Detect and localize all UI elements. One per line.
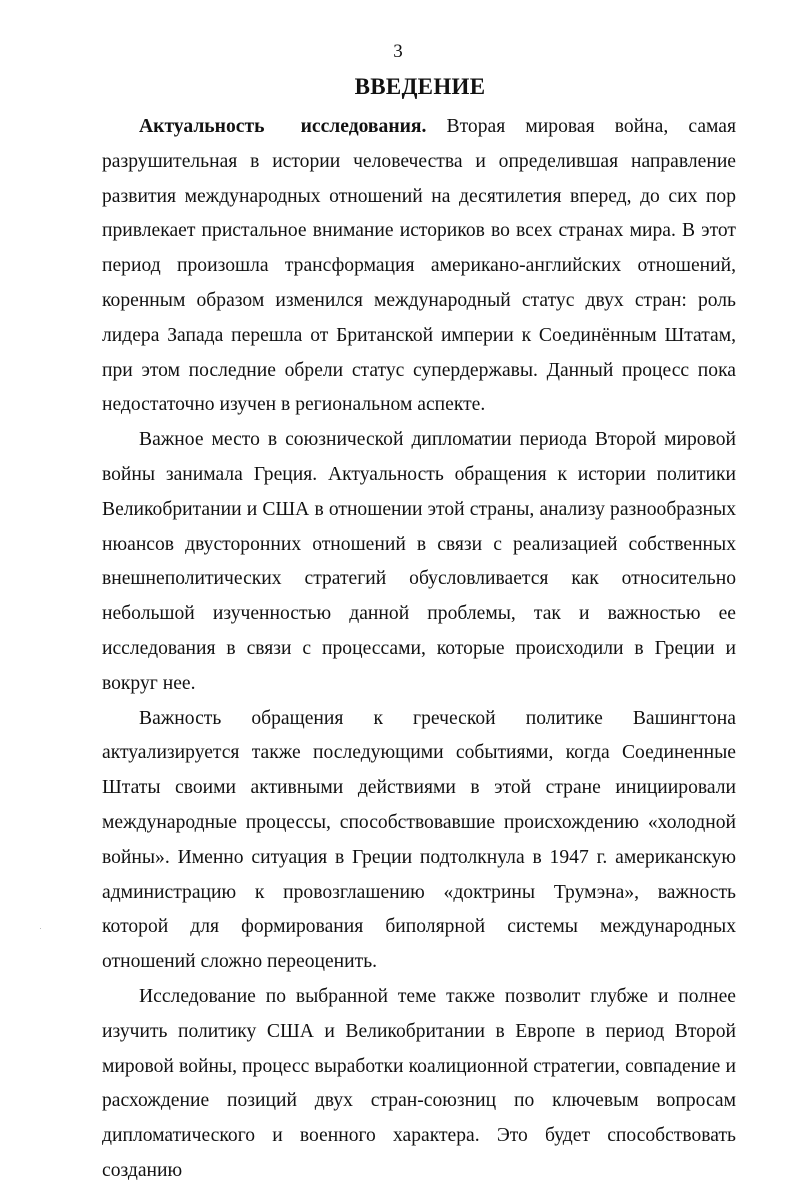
paragraph-4: Исследование по выбранной теме также позволит глубже и полнее изучить политику США и Великобритании в Европе в период Второй мировой войны, процесс выработки коалиционной стратегии, совпадение и расхождение позиций двух стран-союзниц по ключевым вопросам дипломатического и военного характера. Это будет способствовать созданию — [102, 985, 736, 1181]
section-heading: ВВЕДЕНИЕ — [354, 74, 486, 99]
paragraph-lead: Актуальность исследования. — [139, 116, 427, 137]
body-text — [102, 110, 736, 1189]
paragraph-3: Важность обращения к греческой политике Вашингтона актуализируется также последующими событиями, когда Соединенные Штаты своими активными действиями в этой стране инициировали международные процессы, способствовавшие происхождению «холодной войны». Именно ситуация в Греции подтолкнула в 1947 г. американскую администрацию к провозглашению «доктрины Трумэна», важность которой для формирования биполярной системы международных отношений сложно переоценить. — [102, 707, 736, 973]
scan-artifact — [40, 928, 41, 929]
paragraph-1 — [102, 110, 736, 423]
page-number: 3 — [393, 41, 403, 62]
paragraph-2: Важное место в союзнической дипломатии периода Второй мировой войны занимала Греция. Актуальность обращения к истории политики Великобритании и США в отношении этой страны, анализу разнообразных нюансов двусторонних отношений в связи с реализацией собственных внешнеполитических стратегий обусловливается как относительно небольшой изученностью данной проблемы, так и важностью ее исследования в связи с процессами, которые происходили в Греции и вокруг нее. — [102, 429, 736, 694]
paragraph-text: Вторая мировая война, самая разрушительная в истории человечества и определившая направление развития международных отношений на десятилетия вперед, до сих пор привлекает пристальное внимание историков во всех странах мира. В этот период произошла трансформация американо-английских отношений, коренным образом изменился международный статус двух стран: роль лидера Запада перешла от Британской империи к Соединённым Штатам, при этом последние обрели статус супердержавы. Данный процесс пока недостаточно изучен в региональном аспекте. — [102, 116, 736, 416]
